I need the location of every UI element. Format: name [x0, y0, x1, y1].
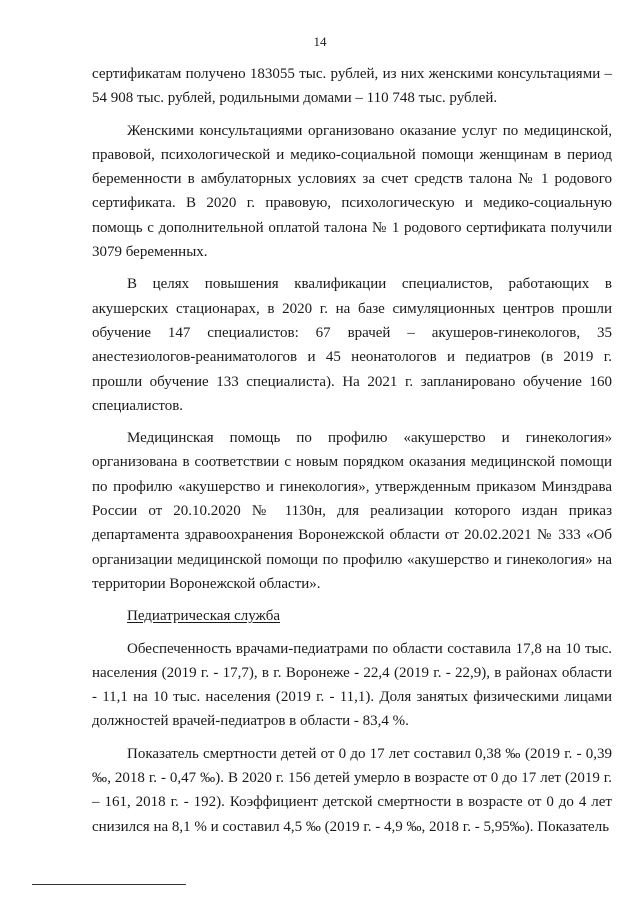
paragraph-continuation: сертификатам получено 183055 тыс. рублей, из них женскими консультациями – 54 908 тыс. рублей, родильными домами – 110 748 тыс. рублей. — [92, 66, 612, 107]
paragraph-child-mortality: Показатель смертности детей от 0 до 17 лет составил 0,38 ‰ (2019 г. - 0,39 ‰, 2018 г. - 0,47 ‰). В 2020 г. 156 детей умерло в возрасте от 0 до 17 лет (2019 г. – 161, 2018 г. - 192). Коэффициент детской смертности в возрасте от 0 до 4 лет снизился на 8,1 % и составил 4,5 ‰ (2019 г. - 4,9 ‰, 2018 г. - 5,95‰). Показатель — [92, 745, 612, 835]
section-heading — [92, 604, 612, 628]
footer-rule — [32, 884, 186, 885]
paragraph-womens-consultations: Женскими консультациями организовано оказание услуг по медицинской, правовой, психологической и медико-социальной помощи женщинам в период беременности в амбулаторных условиях за счет средств талона № 1 родового сертификата. В 2020 г. правовую, психологическую и медико-социальную помощь с дополнительной оплатой талона № 1 родового сертификата получили 3079 беременных. — [92, 122, 612, 261]
document-body — [92, 62, 612, 839]
paragraph-pediatricians-supply: Обеспеченность врачами-педиатрами по области составила 17,8 на 10 тыс. населения (2019 г. - 17,7), в г. Воронеже - 22,4 (2019 г. - 22,9), в районах области - 11,1 на 10 тыс. населения (2019 г. - 11,1). Доля занятых физическими лицами должностей врачей-педиатров в области - 83,4 %. — [92, 640, 612, 730]
paragraph-qualification-training: В целях повышения квалификации специалистов, работающих в акушерских стационарах, в 2020 г. на базе симуляционных центров прошли обучение 147 специалистов: 67 врачей – акушеров-гинекологов, 35 анестезиологов-реаниматологов и 45 неонатологов и педиатров (в 2019 г. прошли обучение 133 специалиста). На 2021 г. запланировано обучение 160 специалистов. — [92, 276, 612, 414]
paragraph-obstetrics-order: Медицинская помощь по профилю «акушерство и гинекология» организована в соответствии с новым порядком оказания медицинской помощи по профилю «акушерство и гинекология», утвержденным приказом Минздрава России от 20.10.2020 № 1130н, для реализации которого издан приказ департамента здравоохранения Воронежской области от 20.02.2021 № 333 «Об организации медицинской помощи по профилю «акушерство и гинекология» на территории Воронежской области». — [92, 430, 612, 592]
section-heading-text: Педиатрическая служба — [127, 608, 280, 625]
page-number: 14 — [313, 34, 327, 49]
